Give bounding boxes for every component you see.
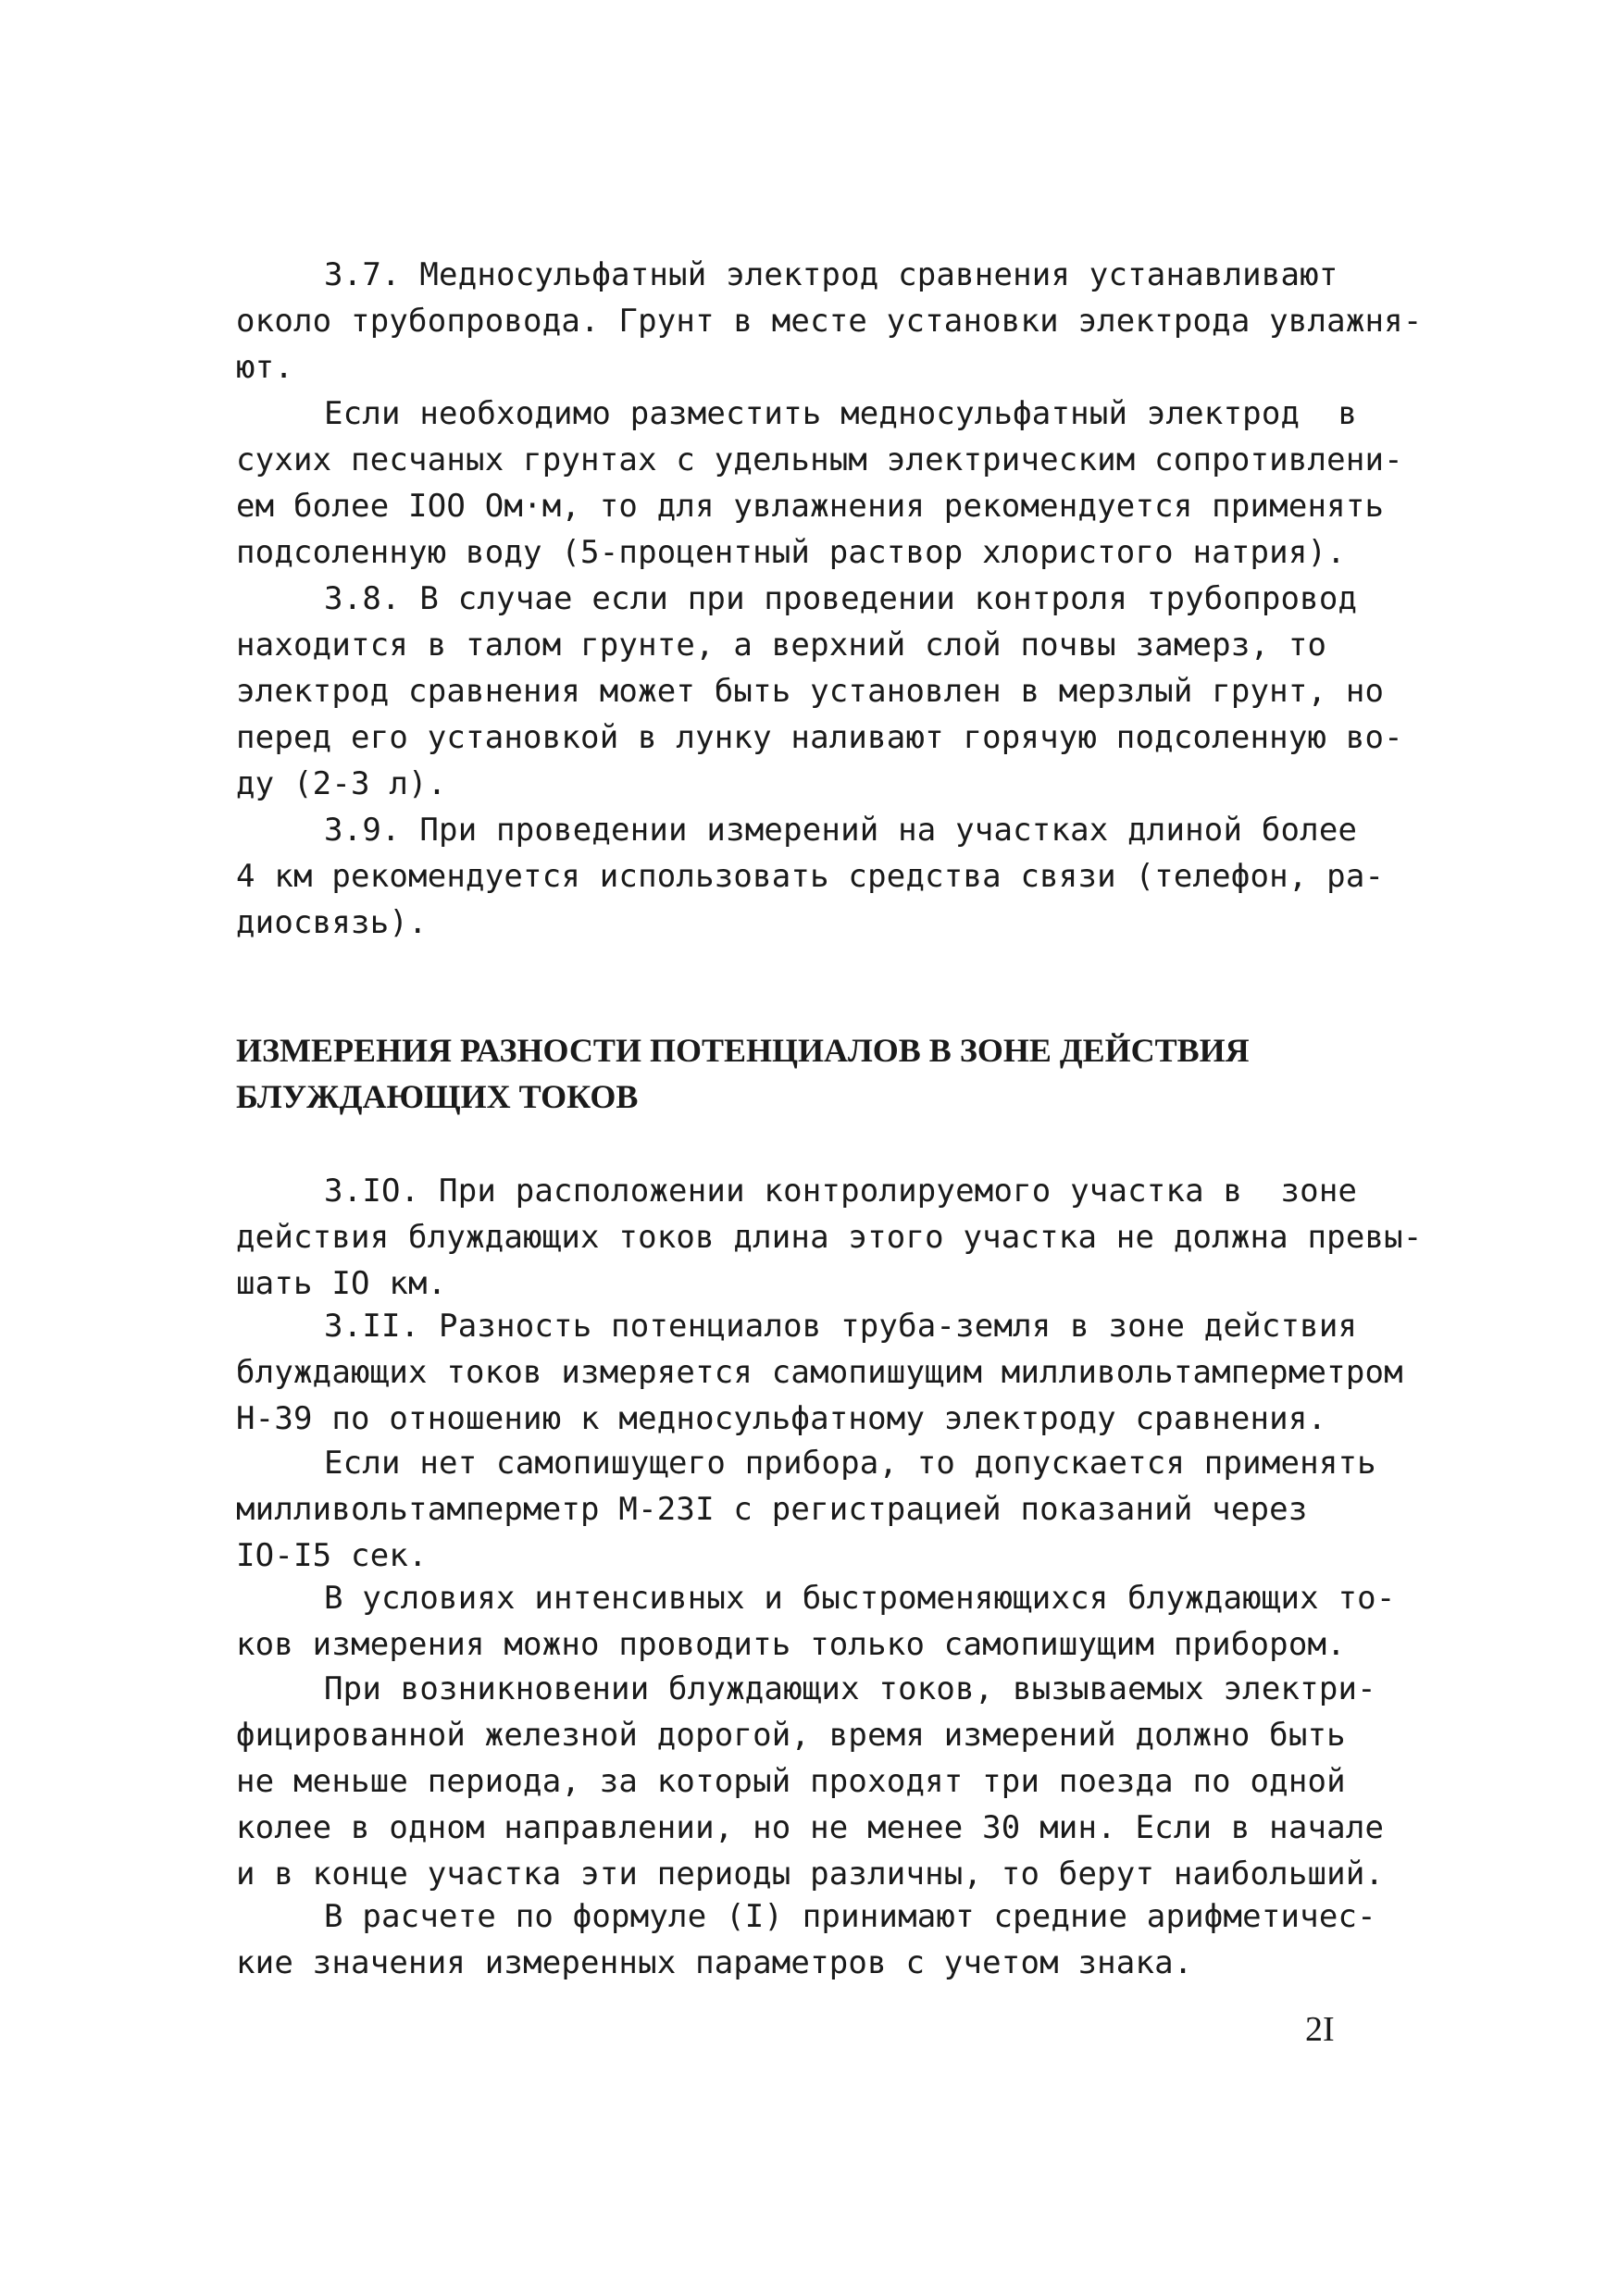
paragraph-railway [236, 1666, 1388, 1897]
text-line: IO-I5 сек. [236, 1537, 428, 1574]
paragraph-3-10 [236, 1168, 1423, 1307]
text-line: электрод сравнения может быть установлен в мерзлый грунт, но [236, 673, 1385, 710]
section-heading [236, 1027, 1388, 1120]
text-line: 3.II. Разность потенциалов труба-земля в зоне действия [324, 1308, 1358, 1345]
paragraph-intensive [236, 1575, 1396, 1668]
text-line: Н-39 по отношению к медносульфатному электроду сравнения. [236, 1400, 1327, 1437]
text-line: шать IO км. [236, 1265, 447, 1302]
text-line: В расчете по формуле (I) принимают средние арифметичес- [324, 1898, 1376, 1935]
text-line: блуждающих токов измеряется самопишущим милливольтамперметром [236, 1354, 1403, 1391]
paragraph-recorder [236, 1440, 1388, 1579]
text-line: В условиях интенсивных и быстроменяющихся блуждающих то- [324, 1580, 1396, 1617]
paragraph-3-11 [236, 1303, 1403, 1442]
text-line: и в конце участка эти периоды различны, то берут наибольший. [236, 1855, 1385, 1893]
text-line: 4 км рекомендуется использовать средства связи (телефон, ра- [236, 858, 1385, 895]
text-line: ков измерения можно проводить только самопишущим прибором. [236, 1626, 1346, 1663]
text-line: Если необходимо разместить медносульфатный электрод в [324, 395, 1358, 432]
text-line: действия блуждающих токов длина этого участка не должна превы- [236, 1219, 1423, 1256]
paragraph-3-7 [236, 252, 1423, 576]
paragraph-3-9 [236, 807, 1388, 946]
text-line: милливольтамперметр М-23I с регистрацией показаний через [236, 1491, 1308, 1528]
text-line: 3.9. При проведении измерений на участках длиной более [324, 812, 1358, 849]
heading-line: БЛУЖДАЮЩИХ ТОКОВ [236, 1078, 639, 1115]
page-number: 2I [1305, 2010, 1335, 2049]
text-line: ем более IOO Ом·м, то для увлажнения рекомендуется применять [236, 488, 1385, 525]
text-line: ют. [236, 349, 294, 386]
text-line: кие значения измеренных параметров с учетом знака. [236, 1944, 1193, 1981]
text-line: ду (2-3 л). [236, 765, 447, 802]
text-line: сухих песчаных грунтах с удельным электрическим сопротивлени- [236, 441, 1403, 478]
text-line: При возникновении блуждающих токов, вызываемых электри- [324, 1670, 1376, 1707]
text-line: фицированной железной дорогой, время измерений должно быть [236, 1717, 1346, 1754]
text-line: находится в талом грунте, а верхний слой почвы замерз, то [236, 627, 1327, 664]
text-line: колее в одном направлении, но не менее 30 мин. Если в начале [236, 1809, 1385, 1846]
text-line: подсоленную воду (5-процентный раствор хлористого натрия). [236, 534, 1346, 571]
paragraph-formula [236, 1893, 1388, 1986]
text-line: 3.8. В случае если при проведении контроля трубопровод [324, 580, 1358, 617]
text-line: не меньше периода, за который проходят три поезда по одной [236, 1763, 1346, 1800]
text-line: около трубопровода. Грунт в месте установки электрода увлажня- [236, 303, 1423, 340]
heading-line: ИЗМЕРЕНИЯ РАЗНОСТИ ПОТЕНЦИАЛОВ В ЗОНЕ ДЕЙСТВИЯ [236, 1032, 1250, 1069]
text-line: 3.7. Медносульфатный электрод сравнения устанавливают [324, 256, 1338, 293]
text-line: 3.IO. При расположении контролируемого участка в зоне [324, 1173, 1358, 1210]
text-line: диосвязь). [236, 904, 428, 941]
text-line: Если нет самопишущего прибора, то допускается применять [324, 1445, 1376, 1482]
text-line: перед его установкой в лунку наливают горячую подсоленную во- [236, 719, 1403, 756]
paragraph-3-8 [236, 576, 1403, 807]
